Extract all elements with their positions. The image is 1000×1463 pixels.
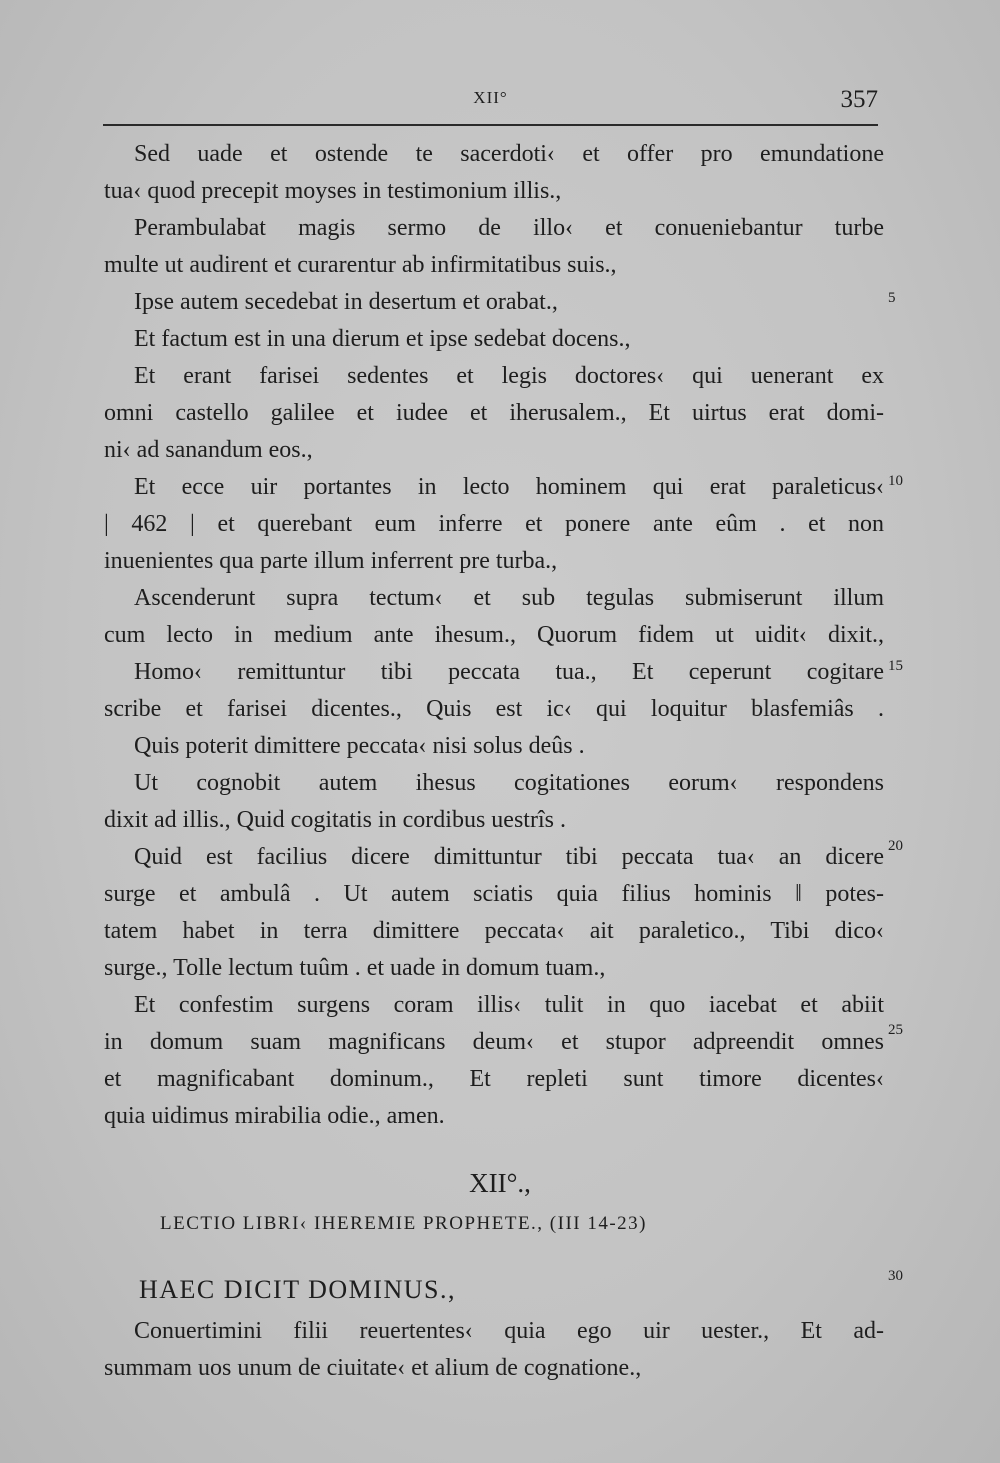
running-title: XII° [473, 88, 508, 107]
line-number: 10 [888, 473, 903, 489]
text-line: | 462 | et querebant eum inferre et ponere ante eûm . et non [104, 511, 884, 537]
text-line: summam uos unum de ciuitate‹ et alium de cognatione., [104, 1355, 642, 1381]
text-line: tua‹ quod precepit moyses in testimonium illis., [104, 178, 562, 204]
text-line: Perambulabat magis sermo de illo‹ et conueniebantur turbe [134, 215, 884, 241]
line-number: 15 [888, 658, 903, 674]
text-line: et magnificabant dominum., Et repleti sunt timore dicentes‹ [104, 1066, 884, 1092]
text-line: surge et ambulâ . Ut autem sciatis quia filius hominis ‖ potes- [104, 881, 884, 907]
body-text [104, 136, 884, 1135]
text-line: cum lecto in medium ante ihesum., Quorum fidem ut uidit‹ dixit., [104, 622, 884, 648]
running-head [103, 84, 878, 126]
haec-heading: HAEC DICIT DOMINUS., [139, 1275, 456, 1304]
chapter-heading: XII°., [469, 1168, 531, 1198]
text-line: Et erant farisei sedentes et legis doctores‹ qui uenerant ex [134, 363, 884, 389]
text-line: inuenientes qua parte illum inferrent pre turba., [104, 548, 558, 574]
text-line: omni castello galilee et iudee et iherusalem., Et uirtus erat domi- [104, 400, 884, 426]
text-line: quia uidimus mirabilia odie., amen. [104, 1103, 445, 1129]
line-number: 25 [888, 1022, 903, 1038]
text-line: Quis poterit dimittere peccata‹ nisi solus deûs . [134, 733, 585, 759]
text-line: in domum suam magnificans deum‹ et stupor adpreendit omnes [104, 1029, 884, 1055]
text-line: Et ecce uir portantes in lecto hominem qui erat paraleticus‹ [134, 474, 884, 500]
closing-text [104, 1313, 884, 1387]
text-line: surge., Tolle lectum tuûm . et uade in domum tuam., [104, 955, 606, 981]
text-line: Et confestim surgens coram illis‹ tulit in quo iacebat et abiit [134, 992, 884, 1018]
line-number: 20 [888, 838, 903, 854]
text-line: Quid est facilius dicere dimittuntur tibi peccata tua‹ an dicere [134, 844, 884, 870]
text-line: Ipse autem secedebat in desertum et orabat., [134, 289, 558, 315]
line-number: 30 [888, 1268, 903, 1284]
lectio-heading: LECTIO LIBRI‹ IHEREMIE PROPHETE., (III 14-23) [160, 1213, 648, 1234]
text-line: Homo‹ remittuntur tibi peccata tua., Et ceperunt cogitare [134, 659, 884, 685]
text-line: ni‹ ad sanandum eos., [104, 437, 313, 463]
text-line: tatem habet in terra dimittere peccata‹ ait paraletico., Tibi dico‹ [104, 918, 884, 944]
text-line: scribe et farisei dicentes., Quis est ic‹ qui loquitur blasfemiâs . [104, 696, 884, 722]
line-number: 5 [888, 290, 896, 306]
text-line: Sed uade et ostende te sacerdoti‹ et offer pro emundatione [134, 141, 884, 167]
text-line: Conuertimini filii reuertentes‹ quia ego uir uester., Et ad- [134, 1318, 884, 1344]
text-line: Et factum est in una dierum et ipse sedebat docens., [134, 326, 631, 352]
text-line: Ascenderunt supra tectum‹ et sub tegulas submiserunt illum [134, 585, 884, 611]
page-number: 357 [840, 86, 878, 113]
text-line: Ut cognobit autem ihesus cogitationes eorum‹ respondens [134, 770, 884, 796]
text-line: dixit ad illis., Quid cogitatis in cordibus uestrîs . [104, 807, 566, 833]
text-line: multe ut audirent et curarentur ab infirmitatibus suis., [104, 252, 617, 278]
